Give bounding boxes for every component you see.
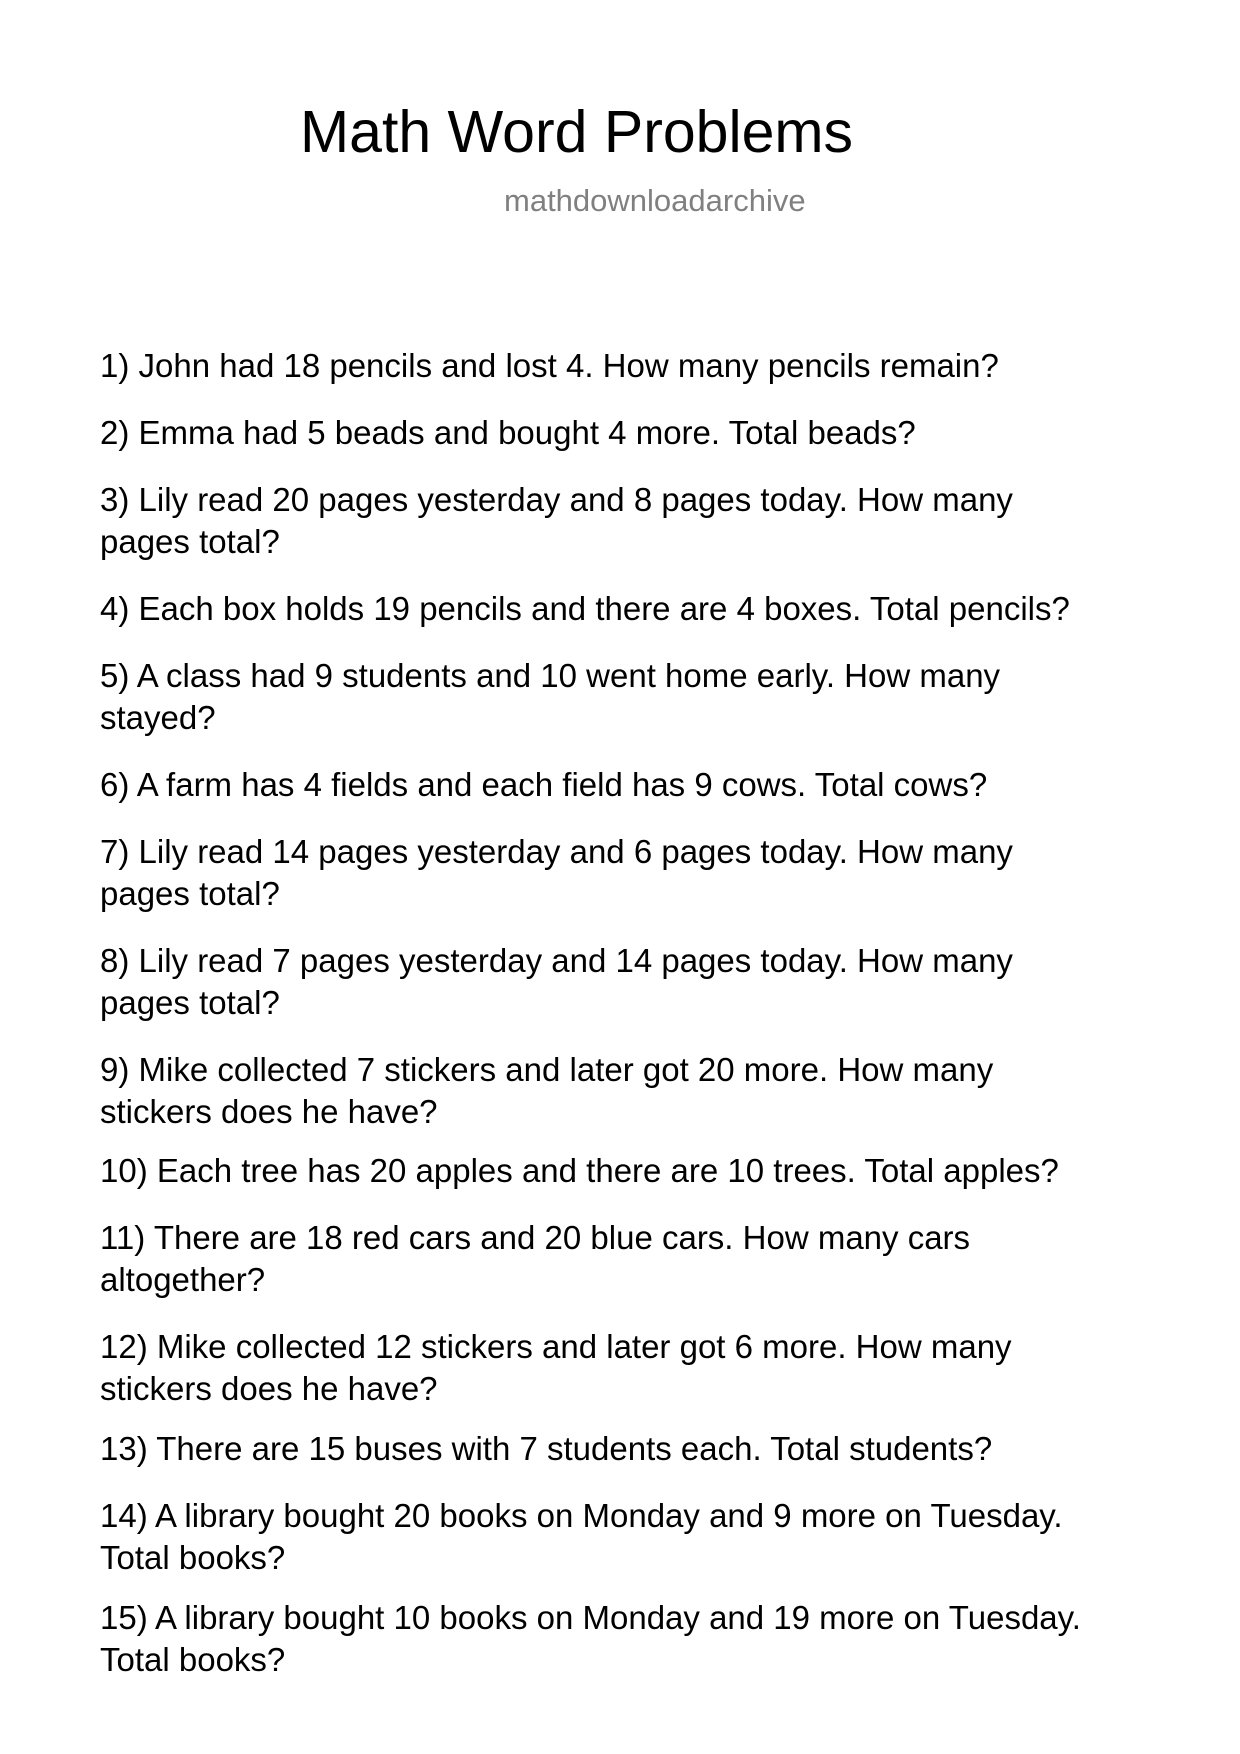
- page-title: Math Word Problems: [300, 99, 854, 165]
- problem-item: [100, 479, 1013, 563]
- problem-text-line: 11) There are 18 red cars and 20 blue cars. How many cars: [100, 1219, 971, 1256]
- problem-text-line: 12) Mike collected 12 stickers and later got 6 more. How many: [100, 1328, 1012, 1365]
- problem-text-line: 10) Each tree has 20 apples and there are 10 trees. Total apples?: [100, 1152, 1059, 1189]
- problem-text-line: pages total?: [100, 523, 280, 560]
- problem-text-line: 13) There are 15 buses with 7 students each. Total students?: [100, 1430, 993, 1467]
- problem-text-line: altogether?: [100, 1261, 266, 1298]
- problem-text-line: stayed?: [100, 699, 216, 736]
- problem-text-line: 4) Each box holds 19 pencils and there are 4 boxes. Total pencils?: [100, 590, 1070, 627]
- problem-item: [100, 940, 1013, 1024]
- problem-text-line: 6) A farm has 4 fields and each field has 9 cows. Total cows?: [100, 766, 988, 803]
- problem-text-line: pages total?: [100, 875, 280, 912]
- problem-item: [100, 1049, 993, 1133]
- problem-text-line: Total books?: [100, 1539, 286, 1576]
- problem-item: [100, 1428, 992, 1470]
- problem-text-line: 1) John had 18 pencils and lost 4. How many pencils remain?: [100, 347, 999, 384]
- problem-text-line: 14) A library bought 20 books on Monday and 9 more on Tuesday.: [100, 1497, 1063, 1534]
- problem-item: [100, 764, 987, 806]
- problem-text-line: stickers does he have?: [100, 1093, 438, 1130]
- problem-item: [100, 1326, 1012, 1410]
- problem-text-line: pages total?: [100, 984, 280, 1021]
- problem-item: [100, 1495, 1063, 1579]
- page-subtitle: mathdownloadarchive: [504, 183, 806, 218]
- problem-text-line: 8) Lily read 7 pages yesterday and 14 pages today. How many: [100, 942, 1013, 979]
- problem-text-line: 2) Emma had 5 beads and bought 4 more. Total beads?: [100, 414, 916, 451]
- problem-item: [100, 1217, 970, 1301]
- problem-text-line: Total books?: [100, 1641, 286, 1678]
- problem-text-line: 5) A class had 9 students and 10 went home early. How many: [100, 657, 1001, 694]
- problem-item: [100, 412, 916, 454]
- problem-text-line: 3) Lily read 20 pages yesterday and 8 pages today. How many: [100, 481, 1013, 518]
- problem-item: [100, 655, 1000, 739]
- problem-item: [100, 345, 999, 387]
- problem-text-line: 15) A library bought 10 books on Monday and 19 more on Tuesday.: [100, 1599, 1081, 1636]
- problem-item: [100, 1150, 1059, 1192]
- problem-text-line: 9) Mike collected 7 stickers and later got 20 more. How many: [100, 1051, 994, 1088]
- problem-item: [100, 1597, 1081, 1681]
- problem-text-line: 7) Lily read 14 pages yesterday and 6 pages today. How many: [100, 833, 1013, 870]
- problem-text-line: stickers does he have?: [100, 1370, 438, 1407]
- problem-item: [100, 831, 1013, 915]
- problem-item: [100, 588, 1070, 630]
